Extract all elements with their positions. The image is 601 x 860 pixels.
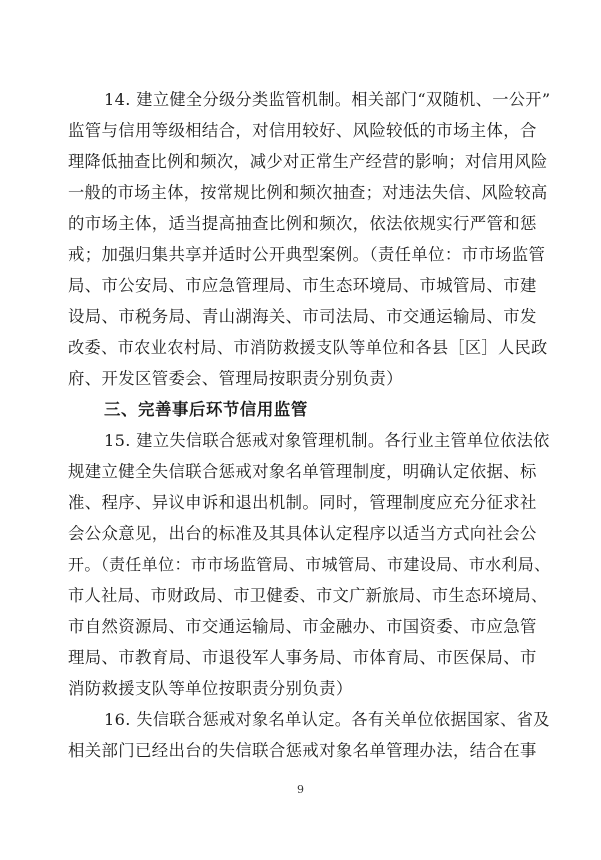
paragraph-16-line-2: 相关部门已经出台的失信联合惩戒对象名单管理办法，结合在事 [68,741,537,760]
paragraph-15-line-8: 理局、市教育局、市退役军人事务局、市体育局、市医保局、市 [68,648,537,667]
paragraph-15-line-3: 准、程序、异议申诉和退出机制。同时，管理制度应充分征求社 [68,493,537,512]
paragraph-15-line-7: 市自然资源局、市交通运输局、市金融办、市国资委、市应急管 [68,617,537,636]
paragraph-15-line-2: 规建立健全失信联合惩戒对象名单管理制度，明确认定依据、标 [68,462,537,481]
paragraph-14-line-9: 改委、市农业农村局、市消防救援支队等单位和各县［区］人民政 [68,338,548,357]
paragraph-14-line-1: 14. 建立健全分级分类监管机制。相关部门“双随机、一公开” [104,90,551,109]
paragraph-15-line-9: 消防救援支队等单位按职责分别负责） [68,679,353,698]
section-heading: 三、完善事后环节信用监管 [104,400,308,419]
paragraph-15-line-4: 会公众意见，出台的标准及其具体认定程序以适当方式向社会公 [68,524,537,543]
paragraph-14-line-7: 局、市公安局、市应急管理局、市生态环境局、市城管局、市建 [68,276,537,295]
paragraph-14-line-8: 设局、市税务局、青山湖海关、市司法局、市交通运输局、市发 [68,307,537,326]
page-number: 9 [297,783,304,796]
paragraph-14-line-2: 监管与信用等级相结合，对信用较好、风险较低的市场主体，合 [68,121,537,140]
paragraph-14-line-3: 理降低抽查比例和频次，减少对正常生产经营的影响；对信用风险 [68,152,548,171]
paragraph-14-line-10: 府、开发区管委会、管理局按职责分别负责） [68,369,403,388]
paragraph-16-line-1: 16. 失信联合惩戒对象名单认定。各有关单位依据国家、省及 [104,710,550,729]
paragraph-15-line-6: 市人社局、市财政局、市卫健委、市文广新旅局、市生态环境局、 [68,586,548,605]
paragraph-14-line-4: 一般的市场主体，按常规比例和频次抽查；对违法失信、风险较高 [68,183,548,202]
paragraph-15-line-1: 15. 建立失信联合惩戒对象管理机制。各行业主管单位依法依 [104,431,550,450]
paragraph-14-line-6: 戒；加强归集共享并适时公开典型案例。（责任单位：市市场监管 [68,245,546,264]
paragraph-15-line-5: 开。（责任单位：市市场监管局、市城管局、市建设局、市水利局、 [68,555,551,574]
paragraph-14-line-5: 的市场主体，适当提高抽查比例和频次，依法依规实行严管和惩 [68,214,537,233]
